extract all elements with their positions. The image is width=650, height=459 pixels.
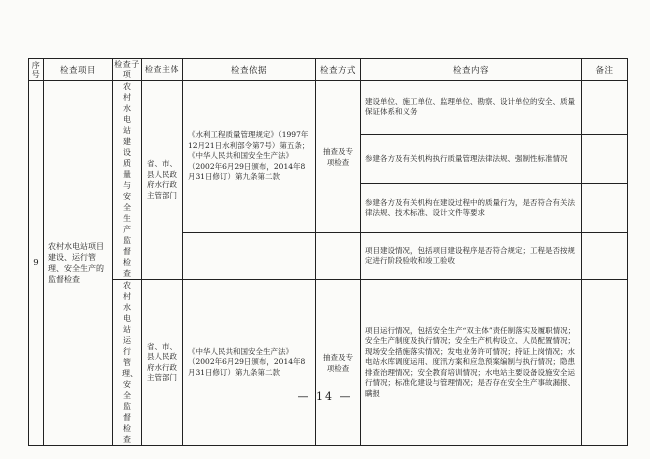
content-item: 建设单位、施工单位、监理单位、勘察、设计单位的安全、质量保证体系和义务 xyxy=(361,81,582,135)
content-item: 项目建设情况，包括项目建设程序是否符合规定；工程是否按规定进行阶段验收和竣工验收 xyxy=(361,233,582,280)
table-row xyxy=(29,280,628,446)
inspection-table xyxy=(28,58,628,446)
subject-construction: 省、市、县人民政府水行政主管部门 xyxy=(142,81,183,280)
header-row xyxy=(29,59,628,81)
method-operation: 抽查及专项检查 xyxy=(316,280,361,446)
header-subject: 检查主体 xyxy=(142,59,183,81)
basis-operation: 《中华人民共和国安全生产法》（2002年6月29日颁布，2014年8月31日修订）第九条第二款 xyxy=(183,280,316,446)
row-index: 9 xyxy=(29,81,44,446)
remark-cell xyxy=(582,134,628,183)
content-item: 参建各方及有关机构执行质量管理法律法规、强制性标准情况 xyxy=(361,134,582,183)
content-item: 项目运行情况，包括安全生产“双主体”责任制落实及履职情况；安全生产制度及执行情况；安全生产机构设立、人员配置情况；现场安全措施落实情况；发电业务许可情况；持证上岗情况；水电站水库调度运用、度汛方案和应急预案编制与执行情况；隐患排查治理情况；安全教育培训情况；水电站主要设备设施安全运行情况；标准化建设与管理情况；是否存在安全生产事故漏报、瞒报 xyxy=(361,280,582,446)
header-method: 检查方式 xyxy=(316,59,361,81)
header-item: 检查项目 xyxy=(44,59,113,81)
basis-empty-cell xyxy=(183,233,316,280)
method-construction: 抽查及专项检查 xyxy=(316,81,361,233)
subject-operation: 省、市、县人民政府水行政主管部门 xyxy=(142,280,183,446)
remark-cell xyxy=(582,184,628,233)
subitem-construction: 农村水电站建设质量与安全生产监督检查 xyxy=(113,81,142,280)
header-remark: 备注 xyxy=(582,59,628,81)
header-content: 检查内容 xyxy=(361,59,582,81)
row-item: 农村水电站项目建设、运行管理、安全生产的监督检查 xyxy=(44,81,113,446)
remark-cell xyxy=(582,280,628,446)
page-number: — 14 — xyxy=(297,390,353,403)
header-subitem: 检查子项 xyxy=(114,60,140,79)
subitem-operation: 农村水电站运行管理、安全监督检查 xyxy=(113,280,142,446)
remark-cell xyxy=(582,233,628,280)
table-row xyxy=(29,81,628,135)
method-empty-cell xyxy=(316,233,361,280)
header-index: 序号 xyxy=(29,59,44,81)
content-item: 参建各方及有关机构在建设过程中的质量行为，是否符合有关法律法规、技术标准、设计文件等要求 xyxy=(361,184,582,233)
remark-cell xyxy=(582,81,628,135)
header-basis: 检查依据 xyxy=(183,59,316,81)
basis-construction: 《水利工程质量管理规定》（1997年12月21日水利部令第7号）第五条；《中华人民共和国安全生产法》（2002年6月29日颁布，2014年8月31日修订）第九条第二款 xyxy=(183,81,316,233)
